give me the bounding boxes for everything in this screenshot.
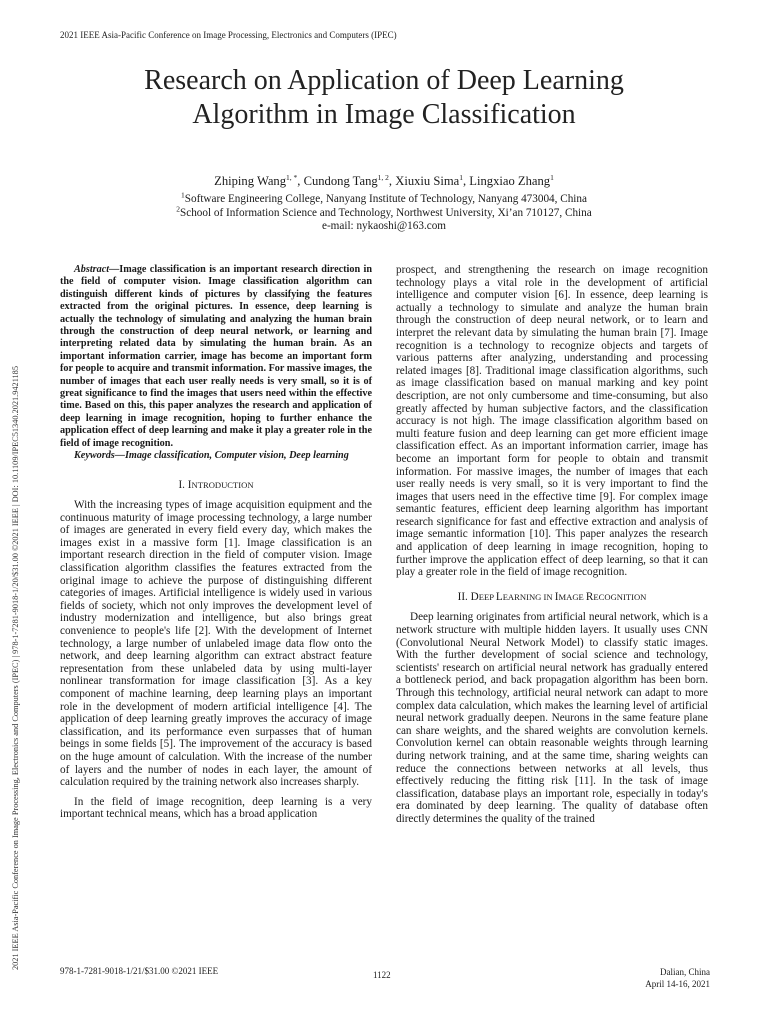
affiliation-1-mark: 1: [181, 190, 185, 200]
contact-email: e-mail: nykaoshi@163.com: [321, 220, 447, 232]
intro-paragraph-2: In the field of image recognition, deep learning is a very important technical means, which has a broad application: [60, 795, 372, 821]
heading-initial: R: [585, 590, 594, 603]
author-separator: ,: [463, 174, 470, 188]
author-1-affil: 1, *: [286, 172, 298, 182]
affiliation-2: [40, 203, 728, 221]
affiliation-2-mark: 2: [176, 203, 180, 213]
heading-initial: L: [495, 590, 503, 603]
keywords: [60, 450, 372, 462]
affiliations: [40, 190, 728, 234]
author-list: [40, 174, 728, 189]
affiliation-1-text: Software Engineering College, Nanyang Institute of Technology, Nanyang 473004, China: [184, 193, 587, 205]
section-heading-deep-learning: [396, 591, 708, 604]
section-number: II.: [457, 590, 471, 603]
author-3: Xiuxiu Sima: [395, 174, 460, 188]
heading-smallcaps: MAGE: [558, 591, 586, 602]
author-1: Zhiping Wang: [214, 174, 287, 188]
conference-header: 2021 IEEE Asia-Pacific Conference on Image Processing, Electronics and Computers (IPEC): [60, 30, 397, 40]
section-number: I.: [178, 478, 188, 491]
author-2-affil: 1, 2: [377, 172, 389, 182]
title-line-1: Research on Application of Deep Learning: [144, 65, 624, 96]
author-separator: ,: [388, 174, 396, 188]
author-4-affil: 1: [550, 172, 554, 182]
author-2: Cundong Tang: [303, 174, 378, 188]
heading-initial: I: [187, 478, 192, 491]
keywords-label: Keywords—: [74, 450, 125, 462]
heading-smallcaps: NTRODUCTION: [191, 479, 254, 490]
paper-title: [40, 64, 728, 132]
abstract: [60, 264, 372, 450]
author-3-affil: 1: [459, 172, 463, 182]
heading-smallcaps: EEP: [478, 591, 496, 602]
page-number: 1122: [373, 970, 391, 980]
footer-venue: [600, 966, 710, 990]
footer-date: April 14-16, 2021: [645, 979, 710, 989]
author-separator: ,: [297, 174, 304, 188]
abstract-label: Abstract—: [74, 264, 120, 275]
affiliation-2-text: School of Information Science and Technology, Northwest University, Xi’an 710127, China: [180, 206, 592, 219]
heading-initial: D: [470, 590, 479, 603]
intro-paragraph-1: With the increasing types of image acquisition equipment and the continuous maturity of image processing technology, a large number of images are generated in every field every day, which makes the images exist in a massive form [1]. Image classification is an important research direction in the field of computer vision. Image classification algorithm classifies the features extracted from the original image to achieve the purpose of distinguishing different categories of images. Artificial intelligence is widely used in various fields of society, which not only improves the development level of industry modernization and intelligence, but also brings great convenience to people's life [2]. With the development of Internet technology, a large number of unlabeled image data flow onto the network, and deep learning algorithm can extract abstract feature representation from these unlabeled data by using multi-layer nonlinear transformation for image classification [3]. As a key component of machine learning, deep learning plays an important role in the development of modern artificial intelligence [4]. The application of deep learning greatly improves the accuracy of image classification, and its performance even surpasses that of human beings in some fields [5]. The improvement of the accuracy is based on the huge amount of calculation. With the increase of the number of layers and the number of nodes in each layer, the amount of calculation required by the training network also increases sharply.: [60, 499, 372, 789]
heading-smallcaps: ECOGNITION: [593, 591, 647, 602]
abstract-text: Image classification is an important research direction in the field of computer vision. Image classification algorithm can distinguish different kinds of pictures by classifying the features extracted from the original pictures. In essence, deep learning is actually the technology of simulating and analyzing the human brain through the construction of deep neural network, or learning and interpreting related data by simulating the human brain. As an important information carrier, image has become an important form for people to acquire and transmit information. For massive images, the number of images that each user really needs is very small, so it is of great significance to find the images that users need within the effective time. Based on this, this paper analyzes the research and application of deep learning in image recognition, hoping to further enhance the application effect of deep learning and make it play a greater role in the field of image recognition.: [60, 264, 372, 449]
section2-paragraph-1: Deep learning originates from artificial neural network, which is a network structure with multiple hidden layers. It usually uses CNN (Convolutional Neural Network Model) to classify static images. With the further development of social science and technology, scientists' research on artificial neural network has gradually entered a bottleneck period, and back propagation algorithm has been born. Through this technology, artificial neural network can adapt to more complex data calculation, which makes the learning level of artificial neural network gradually deepen. Neurons in the same feature plane can share weights, and the shared weights are convolution kernels. Convolution kernel can obtain reasonable weights through learning during network training, and at the same time, sharing weights can reduce the connections between networks at all levels, thus effectively reducing the fitting risk [11]. In the task of image classification, database plays an important role, especially in today's era dominated by deep learning. The quality of database often directly determines the quality of the trained: [396, 611, 708, 825]
title-line-2: Algorithm in Image Classification: [192, 99, 576, 130]
affiliation-1: [40, 190, 728, 207]
right-column: [396, 264, 708, 826]
author-4: Lingxiao Zhang: [469, 174, 551, 188]
section-heading-introduction: [60, 479, 372, 492]
footer-copyright: 978-1-7281-9018-1/21/$31.00 ©2021 IEEE: [60, 966, 219, 976]
footer-location: Dalian, China: [660, 967, 710, 977]
intro-paragraph-2-continued: prospect, and strengthening the research on image recognition technology plays a vital role in the development of artificial intelligence and computer vision [6]. In essence, deep learning is actually a technology to simulate and analyze the human brain through the construction of deep neural network, or to learn and interpret the relevant data by simulating the human brain [7]. Image recognition is a technology to recognize objects and targets of various patterns after analyzing, understanding and processing related images [8]. Traditional image classification algorithms, such as image classification based on manual marking and key point description, are not only cumbersome and time-consuming, but also greatly affected by human subjective factors, and the classification accuracy is not high. The image classification algorithm based on multi feature fusion and deep learning can get more efficient image classification effect. As an important information carrier, image has become an important form for people to obtain and transmit information. For massive images, the number of images that each user really needs is very small, so it is very important to find the images that users need in the effective time [9]. For complex image semantic features, efficient deep learning algorithm has important research significance for fast and effective extraction and analysis of image semantic information [10]. This paper analyzes the research and application of deep learning in image recognition, hoping to further improve the application effect of deep learning, so that it can play a greater role in the field of image recognition.: [396, 264, 708, 579]
left-column: [60, 264, 372, 821]
heading-initial: I: [554, 590, 559, 603]
heading-smallcaps: EARNING IN: [502, 591, 555, 602]
keywords-text: Image classification, Computer vision, Deep learning: [124, 450, 349, 462]
side-citation-text: 2021 IEEE Asia-Pacific Conference on Image Processing, Electronics and Computers (IPEC) | 978-1-7281-9018-1/20/$31.00 ©2021 IEEE | DOI: 10.1109/IPEC51340.2021.9421185: [11, 366, 20, 970]
